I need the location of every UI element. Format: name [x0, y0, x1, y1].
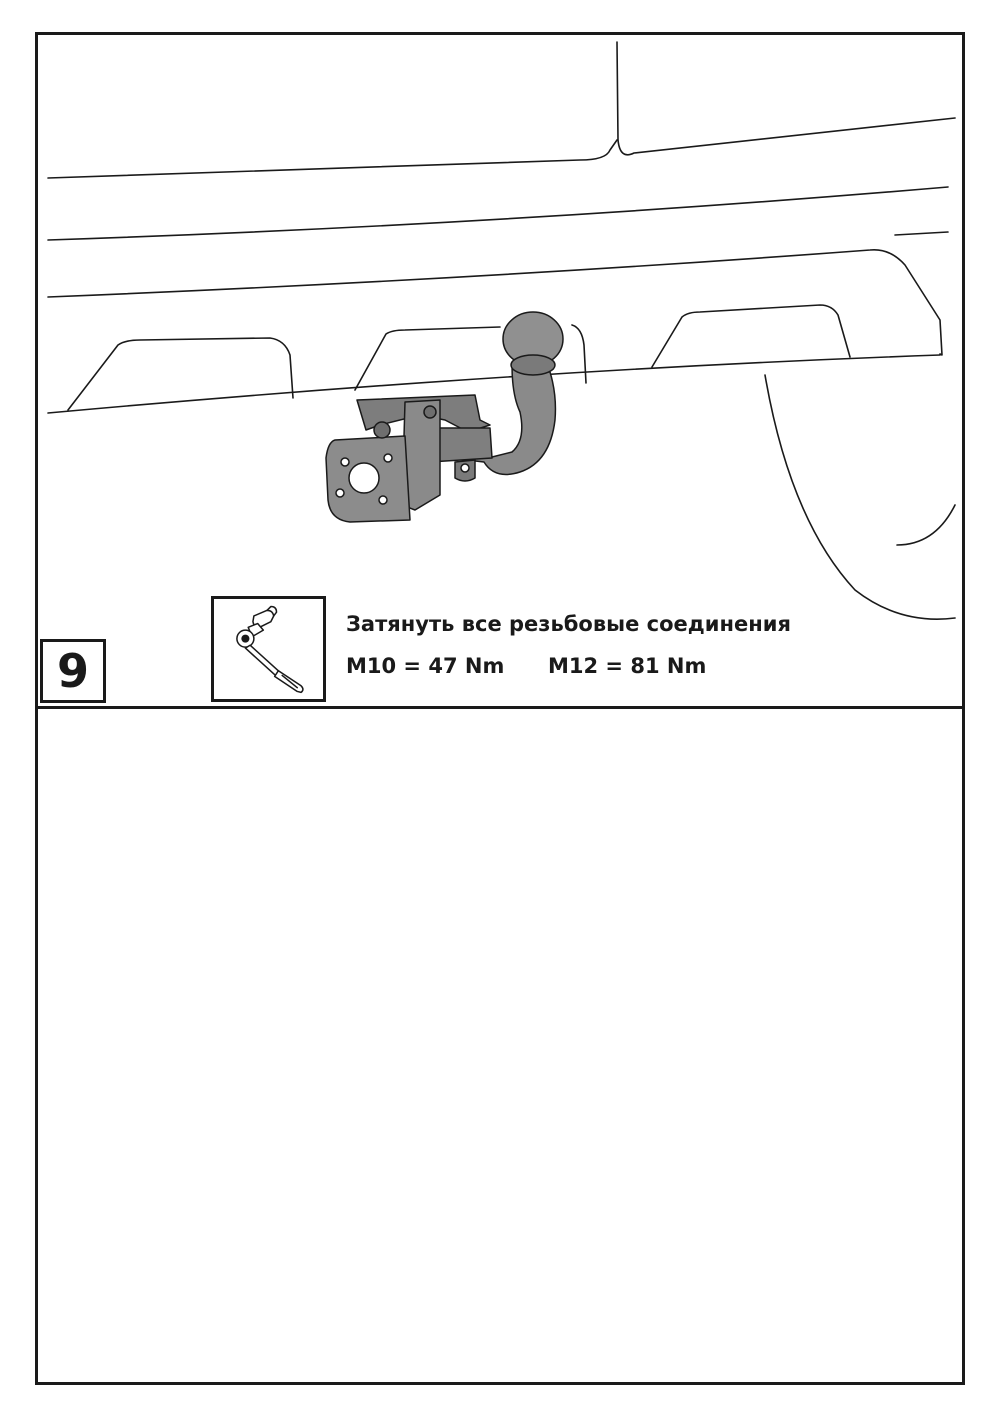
torque-m12: M12 = 81 Nm: [548, 654, 707, 678]
bumper-recess-left: [68, 338, 293, 410]
rear-wheel-inner-arc: [897, 505, 955, 545]
bumper-recess-right: [652, 305, 850, 367]
bumper-right-edge: [895, 232, 948, 235]
torque-wrench-icon: [211, 596, 326, 702]
rear-wheel-arc: [765, 375, 955, 619]
bumper-top-line: [48, 187, 948, 240]
instruction-text: Затянуть все резьбовые соединения: [346, 612, 791, 636]
bumper-recess-center-right: [572, 325, 586, 383]
body-upper-line: [48, 140, 617, 178]
bumper-recess-center: [355, 327, 500, 390]
bumper-lower-line: [48, 355, 940, 413]
tailgate-seam-line: [617, 42, 955, 155]
towbar-assembly: [326, 312, 563, 522]
step-number: 9: [40, 639, 106, 703]
torque-m10: M10 = 47 Nm: [346, 654, 505, 678]
car-rear-towbar-illustration: [38, 35, 962, 706]
empty-lower-panel: [38, 709, 962, 1382]
